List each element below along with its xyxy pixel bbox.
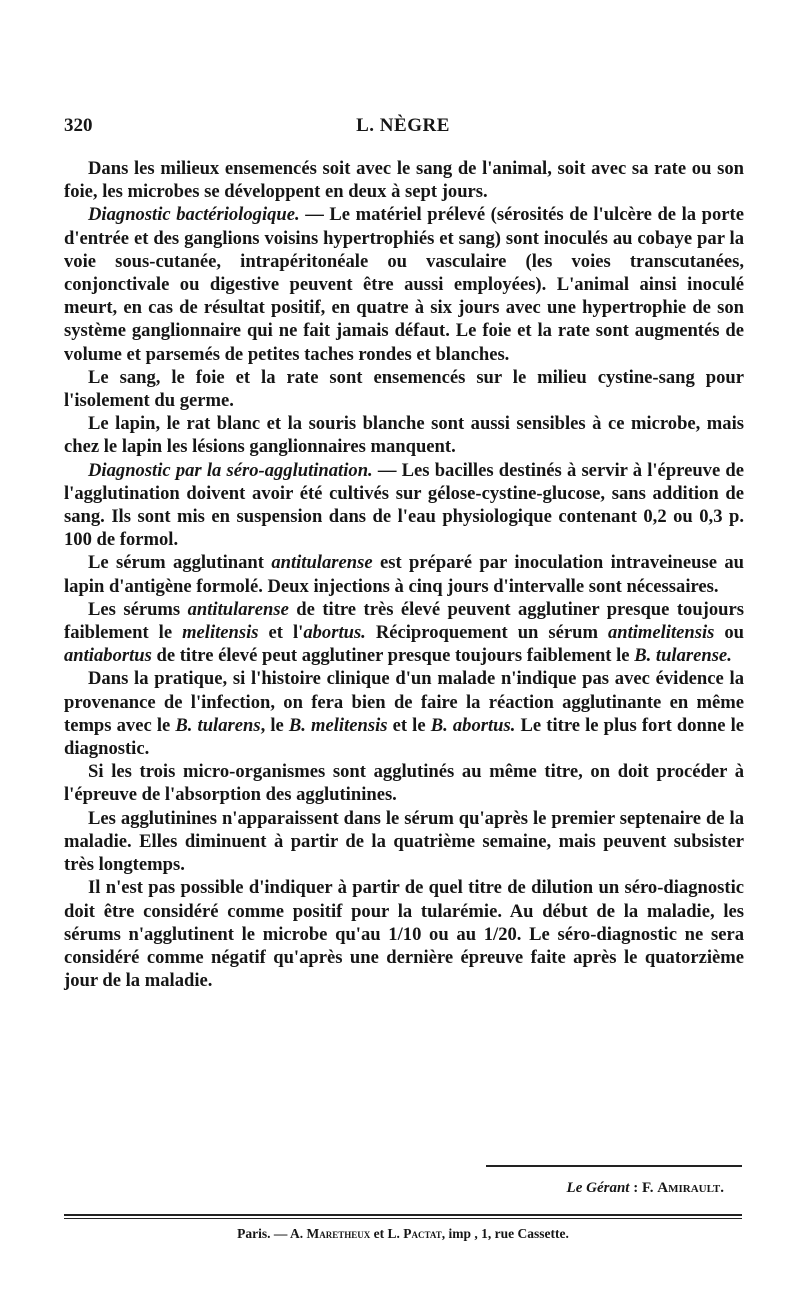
- paragraph-8: Dans la pratique, si l'histoire clinique d'un malade n'indique pas avec évidence la provenance de l'infection, on fera bien de faire la réaction agglutinante en même temps avec le B. tularens, le B. melitensis et le B. abortus. Le titre le plus fort donne le diagnostic.: [64, 668, 744, 760]
- paragraph-9: Si les trois micro-organismes sont agglutinés au même titre, on doit procéder à l'épreuve de l'absorption des agglutinines.: [64, 761, 744, 806]
- running-head: L. NÈGRE: [356, 115, 450, 136]
- paragraph-10: Les agglutinines n'apparaissent dans le sérum qu'après le premier septenaire de la maladie. Elles diminuent à partir de la quatrième semaine, mais peuvent subsister très longtemps.: [64, 807, 744, 876]
- divider-long: [64, 1214, 742, 1219]
- paragraph-6: Le sérum agglutinant antitularense est préparé par inoculation intraveineuse au lapin d'antigène formolé. Deux injections à cinq jours d'intervalle sont nécessaires.: [64, 552, 744, 597]
- page-header: [64, 115, 742, 139]
- paragraph-5: Diagnostic par la séro-agglutination. — Les bacilles destinés à servir à l'épreuve de l'agglutination doivent avoir été cultivés sur gélose-cystine-glucose, sans addition de sang. Ils sont mis en suspension dans de l'eau physiologique contenant 0,2 ou 0,3 p. 100 de formol.: [64, 459, 744, 551]
- paragraph-7: Les sérums antitularense de titre très élevé peuvent agglutiner presque toujours faiblement le melitensis et l'abortus. Réciproquement un sérum antimelitensis ou antiabortus de titre élevé peut agglutiner presque toujours faiblement le B. tularense.: [64, 598, 744, 667]
- paragraph-2: Diagnostic bactériologique. — Le matériel prélevé (sérosités de l'ulcère de la porte d'entrée et des ganglions voisins hypertrophiés et sang) sont inoculés au cobaye par la voie sous-cutanée, intrapéritonéale ou vasculaire (les voies transcutanées, conjonctivale ou digestive peuvent être aussi employées). L'animal ainsi inoculé meurt, en cas de résultat positif, en quatre à six jours avec une hypertrophie de son système ganglionnaire qui ne fait jamais défaut. Le foie et la rate sont augmentés de volume et parsemés de petites taches rondes et blanches.: [64, 204, 744, 365]
- gerant-line: Le Gérant : F. Amirault.: [566, 1180, 724, 1196]
- paragraph-11: Il n'est pas possible d'indiquer à partir de quel titre de dilution un séro-diagnostic doit être considéré comme positif pour la tularémie. Au début de la maladie, les sérums n'agglutinent le microbe qu'au 1/10 ou au 1/20. Le séro-diagnostic ne sera considéré comme négatif qu'après une dernière épreuve faite après le quatorzième jour de la maladie.: [64, 877, 744, 992]
- paragraph-1: Dans les milieux ensemencés soit avec le sang de l'animal, soit avec sa rate ou son foie, les microbes se développent en deux à sept jours.: [64, 158, 744, 203]
- divider-short: [486, 1165, 742, 1167]
- section-heading-seroagglutination: Diagnostic par la séro-agglutination.: [88, 459, 373, 481]
- section-heading-bacteriological: Diagnostic bactériologique.: [88, 204, 300, 226]
- body-text: [64, 157, 744, 992]
- paragraph-4: Le lapin, le rat blanc et la souris blanche sont aussi sensibles à ce microbe, mais chez le lapin les lésions ganglionnaires manquent.: [64, 413, 744, 458]
- page-number: 320: [64, 115, 93, 136]
- printer-imprint: Paris. — A. Maretheux et L. Pactat, imp , 1, rue Cassette.: [237, 1226, 569, 1241]
- paragraph-3: Le sang, le foie et la rate sont ensemencés sur le milieu cystine-sang pour l'isolement du germe.: [64, 366, 744, 412]
